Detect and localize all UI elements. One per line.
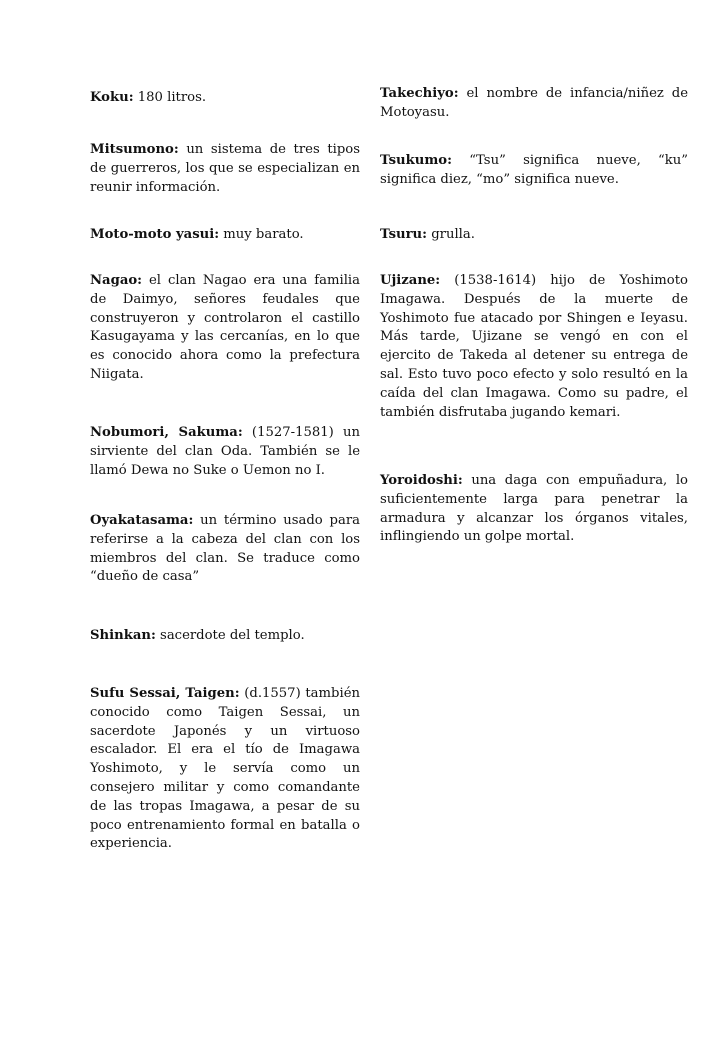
glossary-term: Ujizane: [380,273,441,288]
glossary-definition: (1538-1614) hijo de Yoshimoto Imagawa. Después de la muerte de Yoshimoto fue atacado por Shingen e Ieyasu. Más tarde, Ujizane se vengó en con el ejercito de Takeda al detener su entrega de sal. Esto tuvo poco efecto y solo resultó en la caída del clan Imagawa. Como su padre, el también disfrutaba jugando kemari. [380,273,688,420]
glossary-definition: grulla. [427,227,475,242]
glossary-entry-shinkan [90,627,360,646]
glossary-entry-sufu-sessai-taigen [90,685,360,854]
glossary-entry-ujizane [380,272,688,422]
glossary-entry-yoroidoshi [380,472,688,547]
glossary-definition: sacerdote del templo. [155,628,305,643]
glossary-term: Sufu Sessai, Taigen: [90,686,240,701]
glossary-definition: muy barato. [219,227,304,242]
glossary-definition: un sistema de tres tipos de guerreros, los que se especializan en reunir información. [90,142,360,195]
glossary-entry-mitsumono [90,141,360,197]
glossary-entry-tsuru [380,226,688,245]
glossary-definition: el nombre de infancia/niñez de Motoyasu. [380,86,688,120]
glossary-term: Nobumori, Sakuma: [90,425,243,440]
glossary-term: Nagao: [90,273,143,288]
glossary-definition: (d.1557) también conocido como Taigen Sessai, un sacerdote Japonés y un virtuoso escalador. El era el tío de Imagawa Yoshimoto, y le servía como un consejero militar y como comandante de las tropas Imagawa, a pesar de su poco entrenamiento formal en batalla o experiencia. [90,686,361,852]
glossary-definition: (1527-1581) un sirviente del clan Oda. También se le llamó Dewa no Suke o Uemon no I. [90,425,360,478]
glossary-term: Mitsumono: [90,142,179,157]
glossary-entry-oyakatasama [90,512,360,587]
glossary-term: Tsuru: [380,227,428,242]
glossary-term: Yoroidoshi: [380,473,463,488]
glossary-definition: 180 litros. [133,90,207,105]
glossary-definition: el clan Nagao era una familia de Daimyo, señores feudales que construyeron y controlaron el castillo Kasugayama y las cercanías, en lo que es conocido ahora como la prefectura Niigata. [90,273,360,382]
glossary-entry-koku [90,89,360,108]
glossary-entry-nagao [90,272,360,385]
glossary-entry-tsukumo [380,152,688,190]
glossary-definition: un término usado para referirse a la cabeza del clan con los miembros del clan. Se traduce como “dueño de casa” [90,513,360,585]
glossary-term: Takechiyo: [380,86,459,101]
glossary-term: Tsukumo: [380,153,452,168]
glossary-entry-nobumori-sakuma [90,424,360,480]
glossary-term: Moto-moto yasui: [90,227,220,242]
glossary-entry-takechiyo [380,85,688,123]
glossary-entry-moto-moto-yasui [90,226,360,245]
glossary-term: Oyakatasama: [90,513,194,528]
glossary-definition: una daga con empuñadura, lo suficientemente larga para penetrar la armadura y alcanzar los órganos vitales, inflingiendo un golpe mortal. [380,473,688,545]
glossary-term: Shinkan: [90,628,156,643]
glossary-term: Koku: [90,90,134,105]
glossary-definition: “Tsu” significa nueve, “ku” significa diez, “mo” significa nueve. [380,153,688,187]
